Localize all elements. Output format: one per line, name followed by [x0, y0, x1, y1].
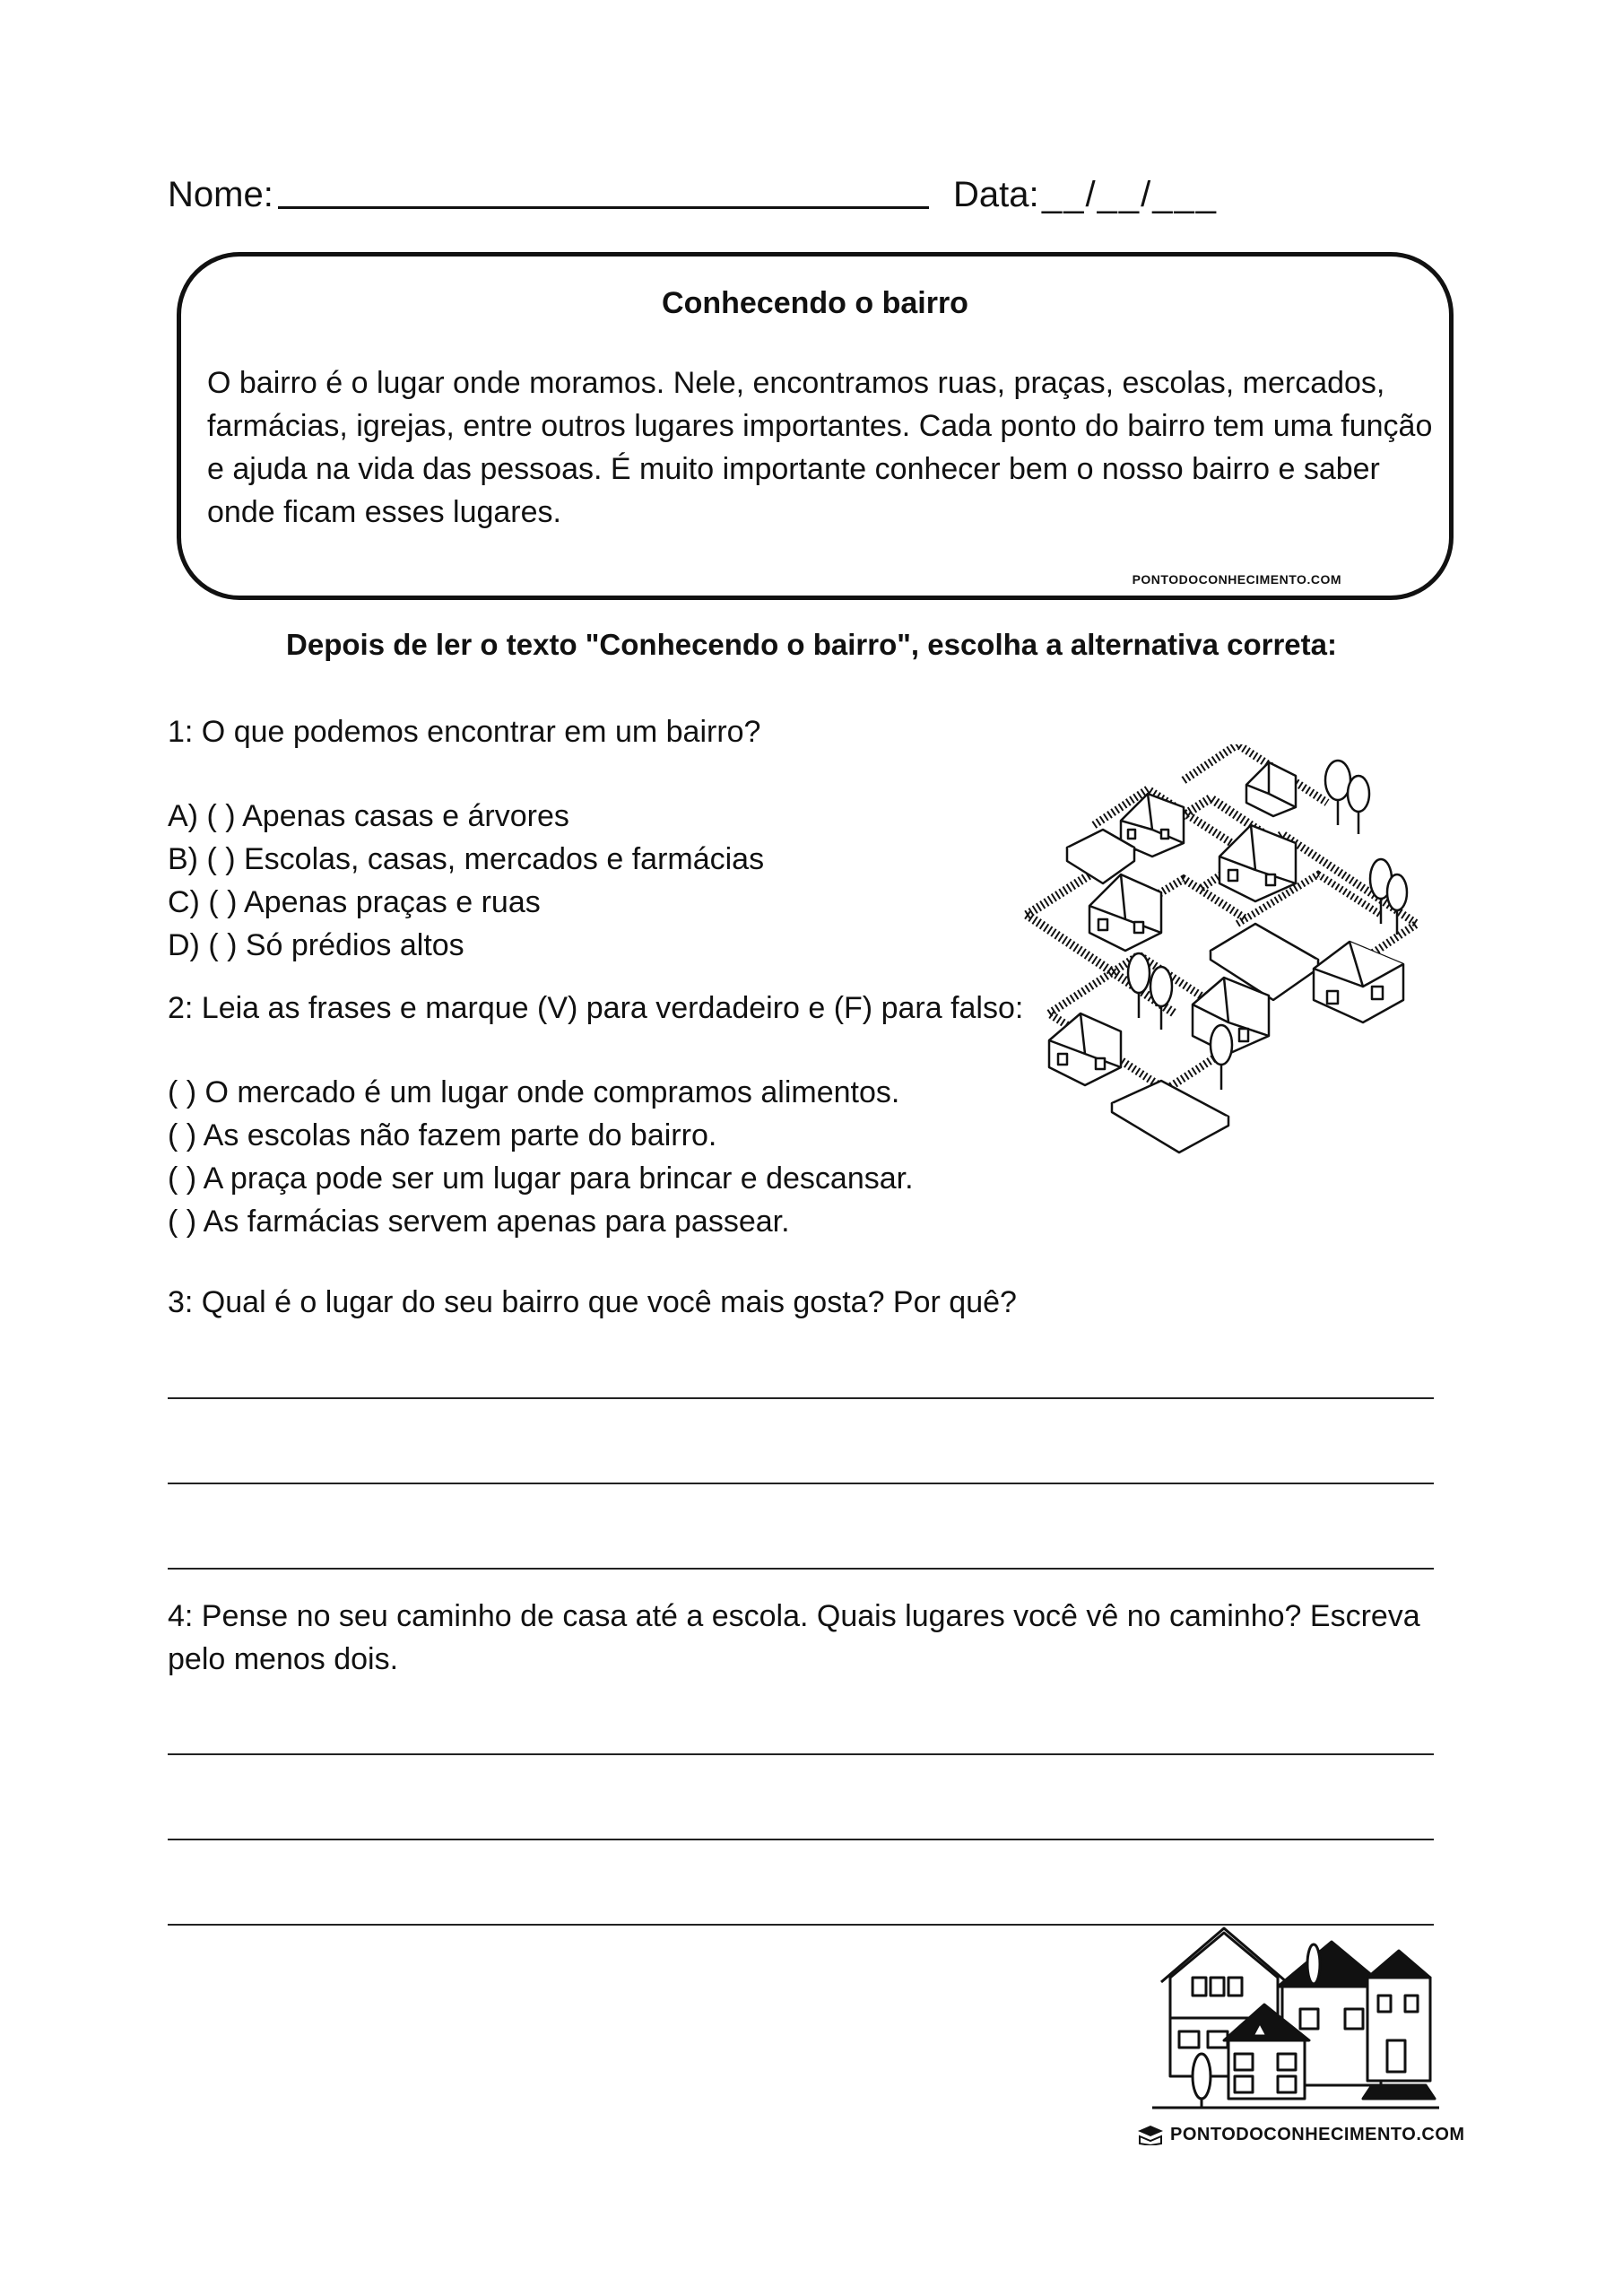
question-3-prompt: 3: Qual é o lugar do seu bairro que você mais gosta? Por quê?	[168, 1285, 1017, 1319]
reading-line: farmácias, igrejas, entre outros lugares importantes. Cada ponto do bairro tem uma função	[207, 409, 1433, 443]
question-1-option-a[interactable]: A) ( ) Apenas casas e árvores	[168, 799, 569, 833]
question-2-item[interactable]: ( ) A praça pode ser um lugar para brincar e descansar.	[168, 1161, 914, 1196]
date-blank[interactable]: __/__/___	[1042, 175, 1218, 214]
question-1-option-d[interactable]: D) ( ) Só prédios altos	[168, 928, 464, 962]
question-2-item[interactable]: ( ) As farmácias servem apenas para passear.	[168, 1205, 790, 1239]
answer-line[interactable]	[168, 1753, 1434, 1755]
question-1-option-b[interactable]: B) ( ) Escolas, casas, mercados e farmácias	[168, 842, 765, 876]
neighborhood-illustration	[1022, 744, 1453, 1184]
date-label: Data:	[953, 175, 1039, 214]
question-2-item[interactable]: ( ) As escolas não fazem parte do bairro.	[168, 1118, 717, 1152]
question-1-option-c[interactable]: C) ( ) Apenas praças e ruas	[168, 885, 541, 919]
answer-line[interactable]	[168, 1568, 1434, 1570]
reading-line: onde ficam esses lugares.	[207, 495, 561, 529]
footer-credit: PONTODOCONHECIMENTO.COM	[1170, 2125, 1465, 2144]
question-2-item[interactable]: ( ) O mercado é um lugar onde compramos alimentos.	[168, 1075, 900, 1109]
reading-credit: PONTODOCONHECIMENTO.COM	[1132, 572, 1341, 587]
houses-logo	[1152, 1924, 1439, 2121]
name-label: Nome:	[168, 175, 273, 214]
question-1-prompt: 1: O que podemos encontrar em um bairro?	[168, 715, 761, 749]
question-4-prompt-line-2: pelo menos dois.	[168, 1642, 399, 1676]
reading-title: Conhecendo o bairro	[662, 286, 968, 320]
reading-text	[207, 361, 1454, 534]
reading-line: O bairro é o lugar onde moramos. Nele, encontramos ruas, praças, escolas, mercados,	[207, 366, 1385, 400]
answer-line[interactable]	[168, 1483, 1434, 1484]
reading-line: e ajuda na vida das pessoas. É muito importante conhecer bem o nosso bairro e saber	[207, 452, 1380, 486]
answer-line[interactable]	[168, 1839, 1434, 1840]
name-blank[interactable]	[278, 206, 929, 209]
instruction: Depois de ler o texto "Conhecendo o bairro", escolha a alternativa correta:	[286, 628, 1337, 661]
question-4-prompt-line-1: 4: Pense no seu caminho de casa até a escola. Quais lugares você vê no caminho? Escreva	[168, 1599, 1420, 1633]
answer-line[interactable]	[168, 1397, 1434, 1399]
reading-box	[177, 252, 1454, 600]
book-cap-icon	[1137, 2124, 1164, 2145]
question-2-prompt: 2: Leia as frases e marque (V) para verdadeiro e (F) para falso:	[168, 991, 1024, 1025]
